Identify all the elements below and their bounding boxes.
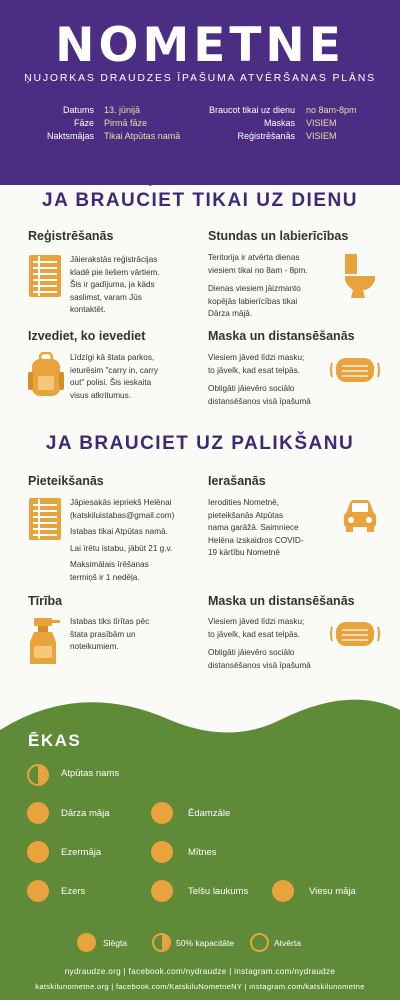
card-title: Ierašanās [208, 474, 266, 488]
building-label: Ēdamzāle [188, 808, 231, 819]
card-text: Jāierakstās reģistrācijas kladē pie lieliem vārtiem. Šis ir gadījuma, ja kāds saslimst, varam Jūs kontaktēt. [70, 255, 160, 314]
card-title: Maska un distansēšanās [208, 329, 355, 343]
card-title: Pieteikšanās [28, 474, 104, 488]
card-text: Jāpiesakās iepriekš Helēnai (katskiluistabas@gmail.com) Istabas tikai Atpūtas namā. Lai īrētu istabu, jābūt 21 g.v. Maksimālais īrēšanas termiņš ir 1 nedēļa. [70, 498, 175, 582]
meta-value: VISIEM [306, 118, 337, 128]
meta-key: Reģistrēšanās [237, 131, 295, 141]
closed-dot-icon [272, 880, 294, 902]
card-title: Izvediet, ko ievediet [28, 329, 146, 343]
card-title: Tīrība [28, 594, 63, 608]
building-label: Telšu laukums [188, 886, 249, 897]
footer-links[interactable]: nydraudze.org | facebook.com/nydraudze | instagram.com/nydraudze [64, 967, 336, 976]
building-label: Mītnes [188, 847, 217, 858]
car-icon [342, 498, 378, 539]
section-title-day: JA BRAUCIET TIKAI UZ DIENU [42, 190, 358, 211]
card-title: Maska un distansēšanās [208, 594, 355, 608]
spray-bottle-icon [28, 616, 62, 671]
meta-key: Datums [62, 105, 94, 115]
meta-value: Pirmā fāze [104, 118, 148, 128]
notebook-icon [28, 497, 62, 546]
closed-dot-icon [151, 802, 173, 824]
building-label: Ezermāja [61, 847, 102, 858]
building-label: Viesu māja [309, 886, 356, 897]
card-text: Viesiem jāved līdzi masku; to jāvelk, kad esat telpās. Obligāti jāievēro sociālo distansēšanos visā īpašumā [208, 617, 311, 670]
legend-label: 50% kapacitāte [176, 938, 235, 948]
section-title-stay: JA BRAUCIET UZ PALIKŠANU [45, 433, 355, 454]
half-capacity-icon [27, 764, 49, 786]
building-label: Ezers [61, 886, 86, 897]
legend-half-icon [152, 933, 171, 952]
legend-open-icon [250, 933, 269, 952]
closed-dot-icon [151, 841, 173, 863]
card-title: Stundas un labierīcības [208, 229, 349, 243]
card-text: Viesiem jāved līdzi masku; to jāvelk, kad esat telpās. Obligāti jāievēro sociālo distansēšanos visā īpašumā [208, 353, 311, 406]
meta-key: Fāze [73, 118, 94, 128]
closed-dot-icon [27, 880, 49, 902]
buildings-title: ĒKAS [28, 731, 82, 750]
footer-links[interactable]: katskilunometne.org | facebook.com/KatskiluNometneNY | instagram.com/katskilunometne [35, 982, 365, 991]
legend-label: Atvērta [274, 938, 301, 948]
meta-key: Braucot tikai uz dienu [208, 105, 295, 115]
meta-value: VISIEM [306, 131, 337, 141]
page-title: NOMETNE [55, 18, 345, 73]
meta-value: 13. jūnijā [104, 105, 141, 115]
legend-label: Slēgta [103, 938, 128, 948]
card-text: Līdzīgi kā štata parkos, ieturēsim "carry in, carry out" polisi. Šis ieskaita visus atkritumus. [70, 353, 158, 400]
card-text: Teritorija ir atvērta dienas viesiem tikai no 8am - 8pm. Dienas viesiem jāizmanto kopējās labierīcības tikai Dārza mājā. [208, 253, 308, 318]
building-label: Atpūtas nams [61, 768, 120, 779]
face-mask-icon [330, 355, 380, 390]
card-text: Ierodities Nometnē, pieteikšanās Atpūtas nama garāžā. Saimniece Helēna izskaidros COVID- 19 kārtību Nometnē [208, 498, 304, 557]
meta-key: Maskas [263, 118, 295, 128]
closed-dot-icon [27, 802, 49, 824]
meta-value: no 8am-8pm [306, 105, 357, 115]
card-title: Reģistrēšanās [28, 229, 114, 243]
legend-closed-icon [77, 933, 96, 952]
backpack-icon [28, 352, 64, 403]
face-mask-icon [330, 619, 380, 654]
toilet-icon [343, 252, 377, 305]
page-subtitle: ŅUJORKAS DRAUDZES ĪPAŠUMA ATVĒRŠANAS PLĀNS [24, 72, 376, 84]
closed-dot-icon [27, 841, 49, 863]
card-text: Istabas tiks tīrītas pēc štata prasībām un noteikumiem. [70, 617, 150, 651]
meta-key: Naktsmājas [46, 131, 94, 141]
meta-value: Tikai Atpūtas namā [104, 131, 181, 141]
notebook-icon [28, 254, 62, 303]
torn-edge [0, 150, 400, 195]
closed-dot-icon [151, 880, 173, 902]
building-label: Dārza māja [61, 808, 110, 819]
